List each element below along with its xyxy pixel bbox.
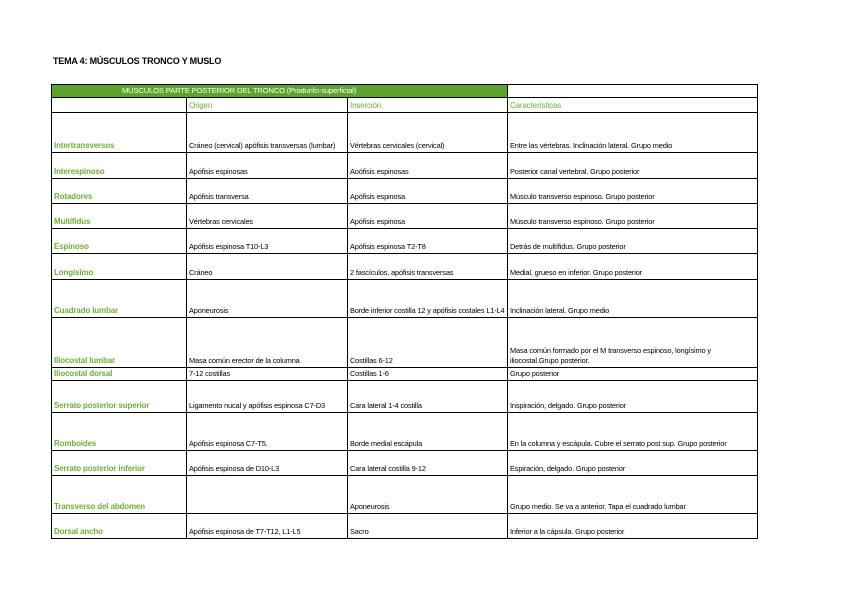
muscle-insercion: Aoófisis espinosas bbox=[348, 153, 508, 179]
header-caracteristicas: Características bbox=[508, 98, 758, 113]
muscle-insercion: Cara lateral 1-4 costilla bbox=[348, 381, 508, 413]
muscle-insercion: Costillas 6-12 bbox=[348, 318, 508, 368]
table-row bbox=[52, 318, 758, 368]
muscle-name: Iliocostal dorsal bbox=[52, 368, 187, 381]
header-muscle bbox=[52, 98, 187, 113]
muscle-origen: 7-12 costillas bbox=[187, 368, 348, 381]
muscle-insercion: Borde inferior costilla 12 y apófisis costales L1-L4 bbox=[348, 280, 508, 318]
muscle-caracteristicas: Masa común formado por el M transverso espinoso, longísimo y iliocostal.Grupo posterior. bbox=[508, 318, 758, 368]
muscle-origen: Cráneo (cervical) apófisis transversas (lumbar) bbox=[187, 113, 348, 153]
table-row bbox=[52, 179, 758, 204]
muscle-origen: Apófisis transversa bbox=[187, 179, 348, 204]
table-row bbox=[52, 476, 758, 514]
muscles-table bbox=[51, 84, 758, 539]
muscle-caracteristicas: Medial, grueso en inferior. Grupo posterior bbox=[508, 254, 758, 280]
table-header-row bbox=[52, 98, 758, 113]
muscle-insercion: Apófisis espinosa T2-T8 bbox=[348, 229, 508, 254]
muscle-insercion: Aponeurosis bbox=[348, 476, 508, 514]
muscle-name: Dorsal ancho bbox=[52, 514, 187, 539]
table-row bbox=[52, 254, 758, 280]
muscle-name: Espinoso bbox=[52, 229, 187, 254]
muscle-name: Rotadores bbox=[52, 179, 187, 204]
muscle-name: Intertransversos bbox=[52, 113, 187, 153]
muscle-caracteristicas: Inclinación lateral. Grupo medio bbox=[508, 280, 758, 318]
muscle-origen: Apófisis espinosa de D10-L3 bbox=[187, 451, 348, 476]
muscle-caracteristicas: Entre las vértebras. Inclinación lateral. Grupo medio bbox=[508, 113, 758, 153]
muscle-name: Serrato posterior superior bbox=[52, 381, 187, 413]
muscle-origen: Apófisis espinosa de T7-T12, L1-L5 bbox=[187, 514, 348, 539]
muscle-origen: Apófisis espinosa C7-T5. bbox=[187, 413, 348, 451]
muscle-caracteristicas: Detrás de multífidus. Grupo posterior bbox=[508, 229, 758, 254]
table-row bbox=[52, 381, 758, 413]
table-row bbox=[52, 514, 758, 539]
muscle-insercion: Apófisis espinosa bbox=[348, 204, 508, 229]
table-banner-row bbox=[52, 85, 758, 98]
table-banner-spacer bbox=[508, 85, 758, 98]
muscle-caracteristicas: Espiración, delgado. Grupo posterior bbox=[508, 451, 758, 476]
muscle-caracteristicas: En la columna y escápula. Cubre el serrato post sup. Grupo posterior bbox=[508, 413, 758, 451]
table-row bbox=[52, 229, 758, 254]
header-insercion: Inserción bbox=[348, 98, 508, 113]
muscle-insercion: Costillas 1-6 bbox=[348, 368, 508, 381]
muscle-name: Romboides bbox=[52, 413, 187, 451]
muscle-caracteristicas: Músculo transverso espinoso. Grupo posterior bbox=[508, 204, 758, 229]
table-row bbox=[52, 280, 758, 318]
muscle-insercion: Sacro bbox=[348, 514, 508, 539]
muscle-caracteristicas: Músculo transverso espinoso. Grupo posterior bbox=[508, 179, 758, 204]
table-row bbox=[52, 204, 758, 229]
muscle-caracteristicas: Grupo medio. Se va a anterior. Tapa el cuadrado lumbar bbox=[508, 476, 758, 514]
muscle-insercion: 2 fascículos, apófisis transversas bbox=[348, 254, 508, 280]
header-origen: Origen bbox=[187, 98, 348, 113]
muscle-insercion: Apófisis espinosa bbox=[348, 179, 508, 204]
muscle-name: Serrato posterior inferior bbox=[52, 451, 187, 476]
muscle-caracteristicas: Grupo posterior bbox=[508, 368, 758, 381]
table-row bbox=[52, 451, 758, 476]
muscle-name: Multífidus bbox=[52, 204, 187, 229]
muscle-origen: Cráneo bbox=[187, 254, 348, 280]
muscle-name: Longísimo bbox=[52, 254, 187, 280]
muscle-name: Cuadrado lumbar bbox=[52, 280, 187, 318]
muscle-origen: Apófisis espinosa T10-L3 bbox=[187, 229, 348, 254]
table-row bbox=[52, 113, 758, 153]
page-title: TEMA 4: MÚSCULOS TRONCO Y MUSLO bbox=[53, 56, 222, 66]
muscle-insercion: Borde medial escápula bbox=[348, 413, 508, 451]
table-row bbox=[52, 413, 758, 451]
muscle-origen: Vértebras cervicales bbox=[187, 204, 348, 229]
muscle-caracteristicas: Posterior canal vertebral. Grupo posterior bbox=[508, 153, 758, 179]
muscle-name: Iliocostal lumbar bbox=[52, 318, 187, 368]
muscle-origen: Masa común erector de la columna bbox=[187, 318, 348, 368]
muscle-origen: Aponeurosis bbox=[187, 280, 348, 318]
muscle-name: Interespinoso bbox=[52, 153, 187, 179]
muscle-origen: Ligamento nucal y apófisis espinosa C7-D3 bbox=[187, 381, 348, 413]
muscle-origen: Apófisis espinosas bbox=[187, 153, 348, 179]
table-row bbox=[52, 153, 758, 179]
muscle-caracteristicas: Inspiración, delgado. Grupo posterior bbox=[508, 381, 758, 413]
muscle-insercion: Cara lateral costilla 9-12 bbox=[348, 451, 508, 476]
muscle-insercion: Vértebras cervicales (cervical) bbox=[348, 113, 508, 153]
muscle-name: Transverso del abdomen bbox=[52, 476, 187, 514]
muscle-origen bbox=[187, 476, 348, 514]
table-row bbox=[52, 368, 758, 381]
table-banner: MÚSCULOS PARTE POSTERIOR DEL TRONCO (Produnfo-superficial) bbox=[52, 85, 508, 98]
muscle-caracteristicas: Inferior a la cápsula. Grupo posterior bbox=[508, 514, 758, 539]
